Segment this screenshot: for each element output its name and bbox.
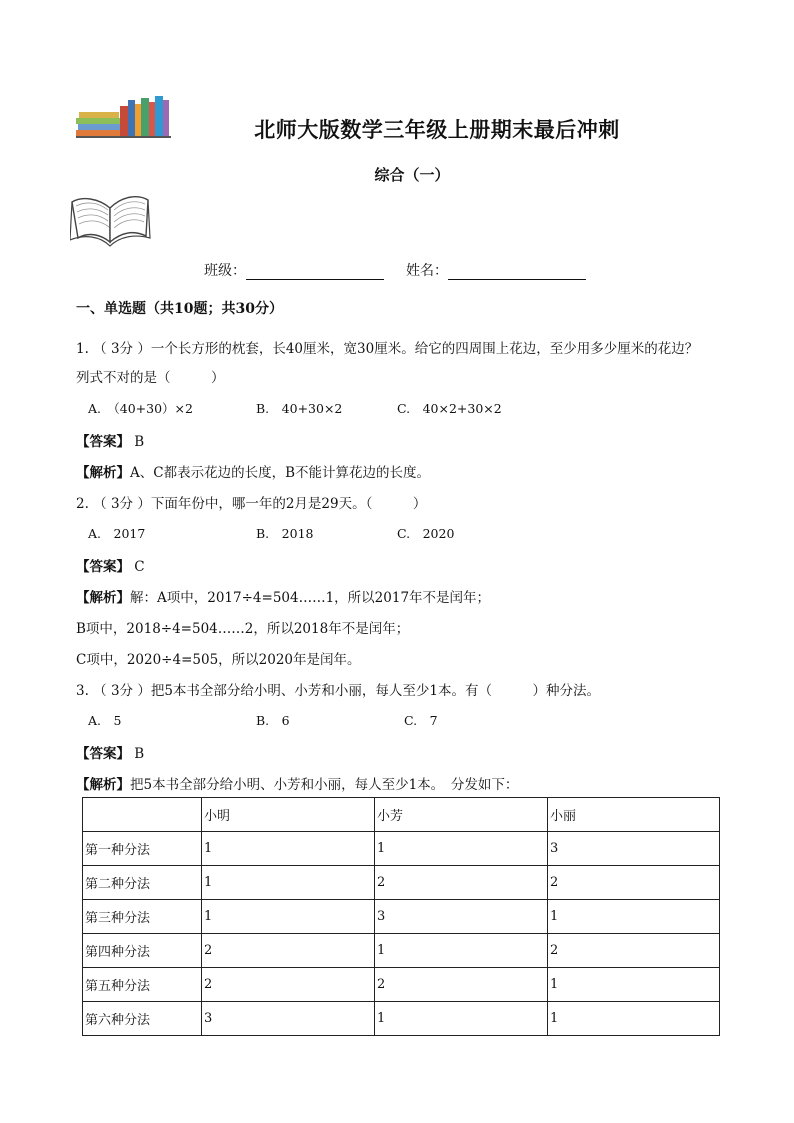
analysis-label: 【解析】 xyxy=(76,590,130,606)
question-1-options xyxy=(0,399,794,417)
class-input-line[interactable] xyxy=(246,263,384,280)
table-cell: 1 xyxy=(548,968,720,1002)
name-input-line[interactable] xyxy=(448,263,586,280)
table-cell: 1 xyxy=(375,934,548,968)
table-cell: 1 xyxy=(375,832,548,866)
analysis-text: A、C都表示花边的长度，B不能计算花边的长度。 xyxy=(130,465,430,481)
table-cell: 2 xyxy=(548,866,720,900)
student-info-fields xyxy=(204,260,608,280)
open-book-icon xyxy=(70,192,152,248)
q1-option-c[interactable]: C. 40×2+30×2 xyxy=(397,401,502,416)
table-cell: 第三种分法 xyxy=(83,900,202,934)
question-2-analysis-line2: B项中，2018÷4=504……2，所以2018年不是闰年； xyxy=(76,621,410,637)
table-cell: 2 xyxy=(202,934,375,968)
table-row xyxy=(83,934,720,968)
answer-label: 【答案】 xyxy=(76,746,130,762)
q1-option-b[interactable]: B. 40+30×2 xyxy=(256,401,343,416)
table-row xyxy=(83,968,720,1002)
question-2-answer xyxy=(76,555,145,575)
analysis-text: 解：A项中，2017÷4=504……1，所以2017年不是闰年； xyxy=(130,590,491,606)
table-cell: 第六种分法 xyxy=(83,1002,202,1036)
question-2-analysis-line3: C项中，2020÷4=505，所以2020年是闰年。 xyxy=(76,652,361,668)
table-cell: 2 xyxy=(375,968,548,1002)
table-row xyxy=(83,900,720,934)
page-title: 北师大版数学三年级上册期末最后冲刺 xyxy=(254,117,620,142)
table-cell: 第五种分法 xyxy=(83,968,202,1002)
table-cell: 1 xyxy=(202,832,375,866)
question-3-stem: 3. （ 3分 ）把5本书全部分给小明、小芳和小丽，每人至少1本。有（ ）种分法。 xyxy=(76,683,601,699)
question-2-analysis xyxy=(76,586,490,606)
q3-option-a[interactable]: A. 5 xyxy=(88,713,122,728)
table-cell: 3 xyxy=(375,900,548,934)
table-row xyxy=(83,832,720,866)
distribution-table xyxy=(82,797,720,1036)
question-1-stem-cont: 列式不对的是（ ） xyxy=(76,370,225,386)
q2-option-a[interactable]: A. 2017 xyxy=(88,526,146,541)
analysis-label: 【解析】 xyxy=(76,465,130,481)
q3-option-b[interactable]: B. 6 xyxy=(256,713,290,728)
table-cell: 1 xyxy=(548,900,720,934)
answer-value: C xyxy=(134,559,145,575)
table-cell: 第四种分法 xyxy=(83,934,202,968)
question-1-answer xyxy=(76,430,144,450)
table-cell: 3 xyxy=(202,1002,375,1036)
answer-label: 【答案】 xyxy=(76,559,130,575)
section-heading: 一、单选题（共10题；共30分） xyxy=(76,301,283,317)
q1-option-a[interactable]: A. （40+30）×2 xyxy=(88,401,193,416)
table-row xyxy=(83,866,720,900)
question-1-analysis xyxy=(76,461,430,481)
answer-value: B xyxy=(134,746,145,762)
name-label: 姓名： xyxy=(406,263,448,279)
table-cell: 2 xyxy=(202,968,375,1002)
analysis-label: 【解析】 xyxy=(76,777,130,793)
question-1-stem: 1. （ 3分 ）一个长方形的枕套，长40厘米，宽30厘米。给它的四周围上花边，至少用多少厘米的花边？ xyxy=(76,341,699,357)
table-cell: 1 xyxy=(202,866,375,900)
answer-label: 【答案】 xyxy=(76,434,130,450)
table-header-cell: 小明 xyxy=(202,798,375,832)
table-cell: 第二种分法 xyxy=(83,866,202,900)
q2-option-b[interactable]: B. 2018 xyxy=(256,526,314,541)
question-3-analysis xyxy=(76,773,518,793)
table-header-cell: 小丽 xyxy=(548,798,720,832)
table-header-row xyxy=(83,798,720,832)
table-cell: 第一种分法 xyxy=(83,832,202,866)
page-subtitle: 综合（一） xyxy=(374,166,450,184)
question-2-options xyxy=(0,524,794,542)
analysis-text: 把5本书全部分给小明、小芳和小丽，每人至少1本。 分发如下： xyxy=(130,777,519,793)
table-cell: 2 xyxy=(375,866,548,900)
table-header-cell xyxy=(83,798,202,832)
table-cell: 3 xyxy=(548,832,720,866)
table-cell: 1 xyxy=(375,1002,548,1036)
question-3-answer xyxy=(76,742,144,762)
question-2-stem: 2. （ 3分 ）下面年份中，哪一年的2月是29天。（ ） xyxy=(76,496,427,512)
table-row xyxy=(83,1002,720,1036)
class-label: 班级： xyxy=(204,263,246,279)
answer-value: B xyxy=(134,434,145,450)
table-cell: 1 xyxy=(548,1002,720,1036)
table-cell: 2 xyxy=(548,934,720,968)
q2-option-c[interactable]: C. 2020 xyxy=(397,526,455,541)
table-cell: 1 xyxy=(202,900,375,934)
table-header-cell: 小芳 xyxy=(375,798,548,832)
q3-option-c[interactable]: C. 7 xyxy=(404,713,438,728)
question-3-options xyxy=(0,711,794,729)
